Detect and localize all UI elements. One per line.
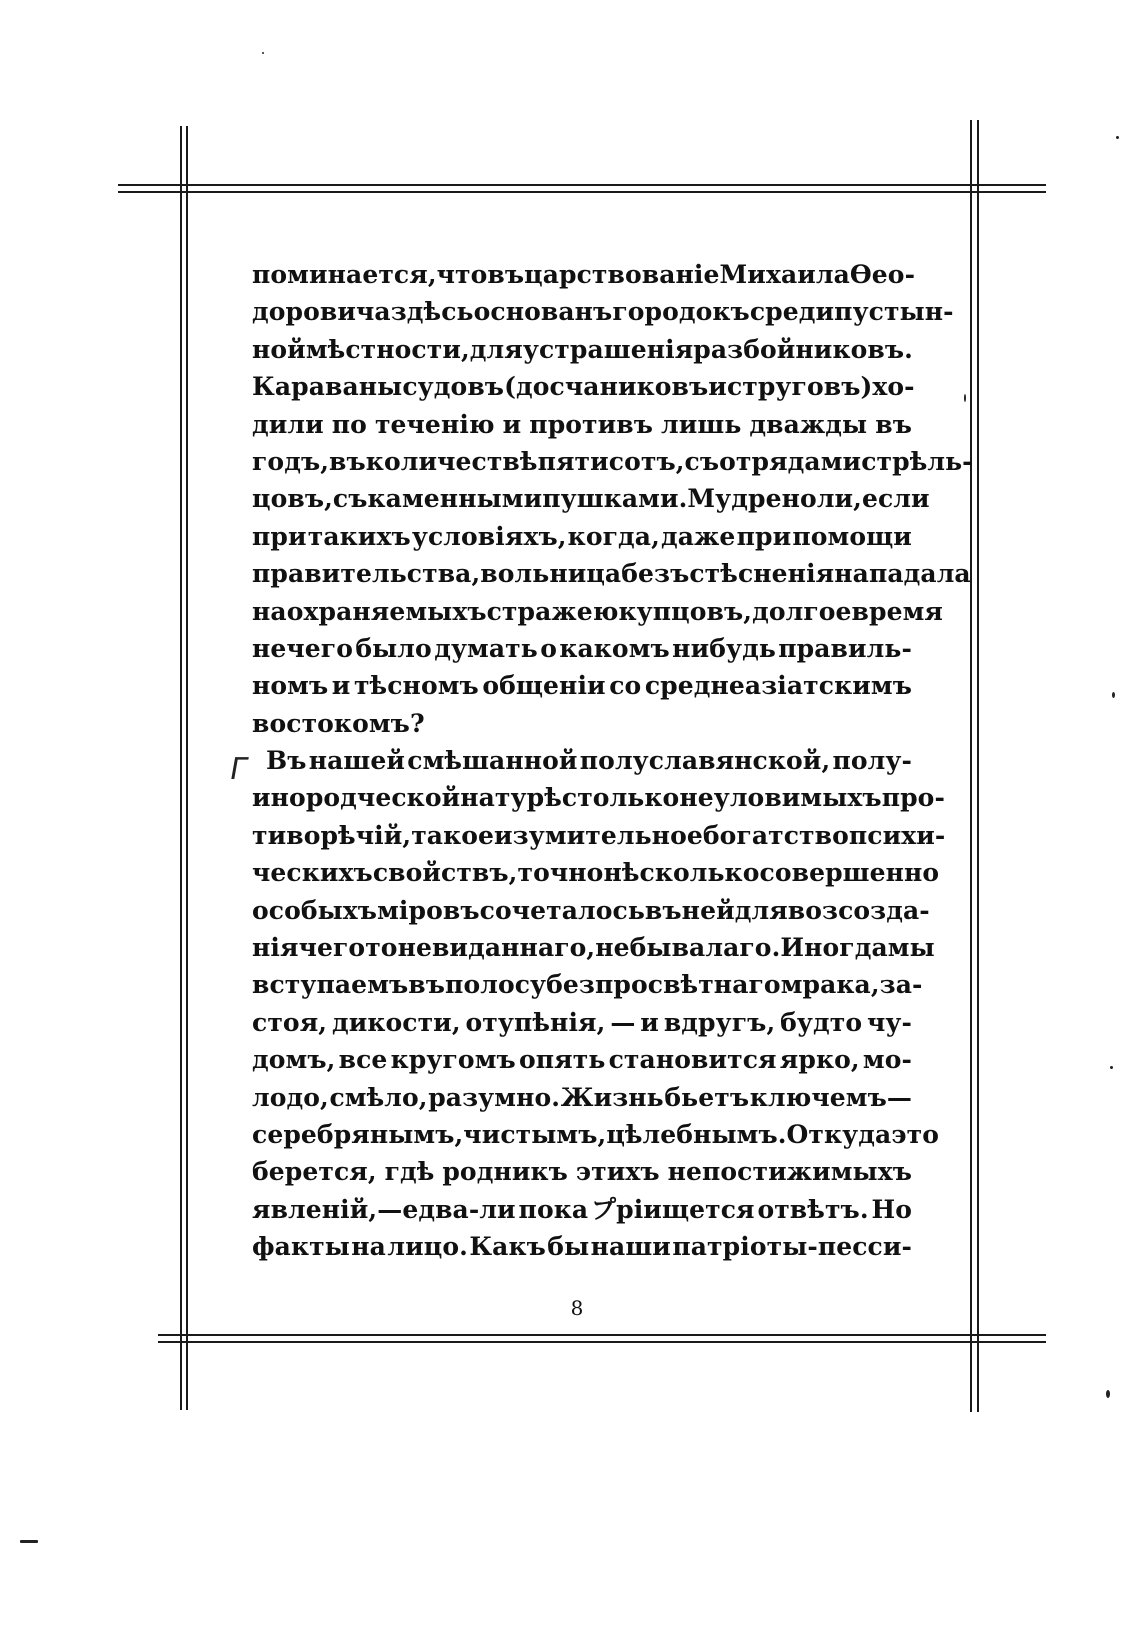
text-line: явленій,—едва-ли пока プріищется отвѣтъ. Но bbox=[252, 1194, 912, 1224]
text-line: особыхъ міровъ сочеталось въ ней для возсозда- bbox=[252, 895, 930, 925]
margin-annotation: Г bbox=[226, 752, 252, 787]
text-line: берется, гдѣ родникъ этихъ непостижимыхъ bbox=[252, 1157, 912, 1187]
frame-right-rule-2 bbox=[977, 120, 979, 1412]
text-line: дили по теченію и противъ лишь дважды въ bbox=[252, 409, 912, 439]
scan-speck bbox=[262, 52, 264, 54]
text-line: вступаемъ въ полосу безпросвѣтнаго мрака, за- bbox=[252, 970, 923, 1000]
text-line: нія чего то невиданнаго, небывалаго. Иногда мы bbox=[252, 933, 935, 963]
scan-speck bbox=[1106, 1390, 1110, 1398]
frame-top-rule bbox=[118, 184, 1046, 186]
frame-top-rule-2 bbox=[118, 191, 1046, 193]
text-line: номъ и тѣсномъ общеніи со среднеазіатскимъ bbox=[252, 671, 912, 701]
text-line: на охраняемыхъ стражею купцовъ, долгое время bbox=[252, 596, 943, 626]
frame-right-rule bbox=[970, 120, 972, 1412]
text-line: Въ нашей смѣшанной полуславянской, полу- bbox=[266, 746, 912, 776]
scan-speck bbox=[964, 394, 966, 402]
text-line: востокомъ? bbox=[252, 708, 425, 738]
text-line: годъ, въ количествѣ пятисотъ, съ отрядами стрѣль- bbox=[252, 446, 973, 476]
frame-left-rule bbox=[180, 126, 182, 1410]
body-text bbox=[252, 256, 973, 1266]
text-line: ной мѣстности, для устрашенія разбойниковъ. bbox=[252, 334, 913, 364]
text-line: домъ, все кругомъ опять становится ярко, мо- bbox=[252, 1045, 912, 1075]
text-line: поминается, что въ царствованіе Михаила Ѳео- bbox=[252, 260, 916, 289]
text-line: при такихъ условіяхъ, когда, даже при помощи bbox=[252, 521, 912, 551]
text-line: серебрянымъ, чистымъ, цѣлебнымъ. Откуда это bbox=[252, 1119, 940, 1149]
frame-left-rule-2 bbox=[186, 126, 188, 1410]
text-line: лодо, смѣло, разумно. Жизнь бьетъ ключемъ— bbox=[252, 1082, 912, 1112]
text-line: Караваны судовъ (досчаниковъ и струговъ) хо- bbox=[252, 372, 915, 402]
page-number: 8 bbox=[570, 1296, 584, 1320]
text-line: правительства, вольница безъ стѣсненія нападала bbox=[252, 559, 971, 589]
text-line: нечего было думать о какомъ нибудь правиль- bbox=[252, 633, 912, 663]
frame-bottom-rule bbox=[158, 1334, 1046, 1336]
text-line: тиворѣчій, такое изумительное богатство психи- bbox=[252, 820, 946, 850]
scan-speck bbox=[1116, 136, 1119, 139]
text-line: факты на лицо. Какъ бы наши патріоты-песси- bbox=[252, 1232, 912, 1262]
scan-speck bbox=[1110, 1066, 1113, 1069]
frame-bottom-rule-2 bbox=[158, 1341, 1046, 1343]
text-line: стоя, дикости, отупѣнія, — и вдругъ, будто чу- bbox=[252, 1007, 912, 1037]
text-line: доровича здѣсь основанъ городокъ среди пустын- bbox=[252, 297, 954, 327]
text-line: цовъ, съ каменными пушками. Мудрено ли, если bbox=[252, 484, 930, 514]
scan-speck bbox=[1112, 692, 1115, 698]
scan-speck bbox=[20, 1540, 38, 1543]
text-line: инородческой натурѣ столько неуловимыхъ про- bbox=[252, 783, 945, 813]
text-line: ческихъ свойствъ, точно нѣсколько совершенно bbox=[252, 858, 940, 888]
